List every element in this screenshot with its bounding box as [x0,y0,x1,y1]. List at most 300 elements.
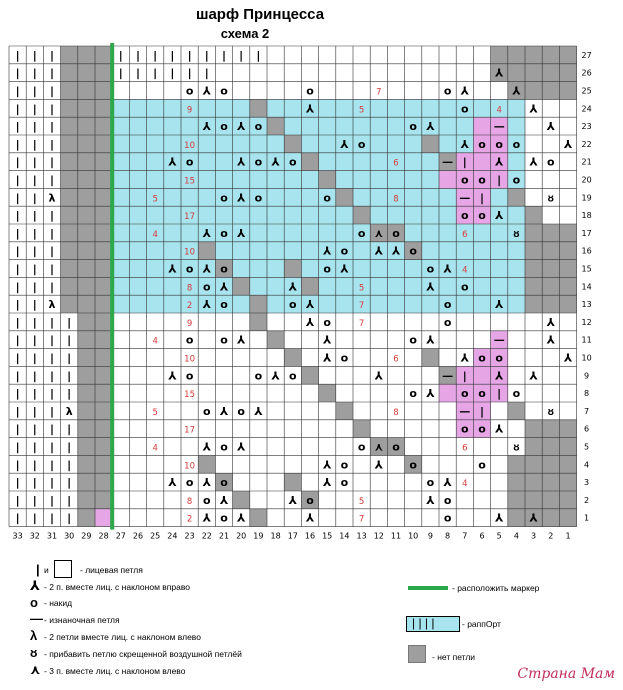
no-stitch-cell [61,153,78,171]
k2tog-right-mark: ⅄ [340,262,349,276]
k3tog-left-mark: ⋏ [374,226,384,240]
column-number: 9 [427,531,433,541]
knit-stitch-mark: | [49,458,55,472]
k2tog-right-mark: ⅄ [391,244,401,258]
knit-stitch-mark: | [497,387,502,401]
no-stitch-cell [559,277,576,295]
no-stitch-cell [95,473,112,491]
no-stitch-cell [525,82,542,100]
column-number: 24 [167,531,178,541]
repeat-cell [164,171,181,189]
no-stitch-cell [542,473,559,491]
knit-stitch-mark: | [15,440,20,454]
no-stitch-cell [61,295,78,313]
row-number: 24 [581,104,592,114]
knit-stitch-mark: | [15,511,20,525]
legend-repeat: - раппОрт [462,619,501,629]
no-stitch-cell [95,402,112,420]
repeat-cell [147,135,164,153]
k2tog-right-mark: ⅄ [323,476,332,490]
k2tog-right-mark: ⅄ [237,511,246,525]
k2tog-right-mark: ⅄ [426,493,435,507]
yarn-over-mark: o [392,440,400,454]
repeat-cell [250,242,267,260]
column-number: 6 [479,531,485,541]
repeat-cell [215,171,232,189]
red-count-number: 7 [358,514,365,525]
yarn-over-mark: o [185,369,194,383]
repeat-cell [112,135,129,153]
repeat-cell [215,242,232,260]
repeat-cell [267,135,284,153]
repeat-cell [491,188,508,206]
no-stitch-cell [559,473,576,491]
twisted-increase-mark: ᴕ [547,404,554,418]
yarn-over-mark: o [203,280,211,294]
repeat-cell [301,260,318,278]
knit-stitch-mark: | [15,351,20,365]
k2tog-right-mark: ⅄ [443,262,452,276]
empty-cell-icon [54,560,72,578]
k2tog-right-mark: ⅄ [271,155,280,169]
repeat-cell [319,135,336,153]
no-stitch-cell [250,295,267,313]
no-stitch-cell [95,64,112,82]
knit-stitch-mark: | [15,84,20,98]
no-stitch-cell [78,455,95,473]
repeat-cell [491,277,508,295]
no-stitch-cell [95,420,112,438]
no-stitch-cell [508,64,525,82]
column-number: 25 [150,531,161,541]
row-number: 26 [581,68,592,78]
no-stitch-cell [95,384,112,402]
knit-stitch-mark: | [15,298,20,312]
red-count-number: 10 [184,461,196,472]
repeat-cell [147,117,164,135]
column-number: 26 [132,531,144,541]
no-stitch-cell [542,260,559,278]
no-stitch-cell [95,153,112,171]
red-count-number: 5 [358,105,365,116]
column-number: 32 [29,531,40,541]
no-stitch-cell [525,224,542,242]
legend-and: и [44,565,49,575]
yarn-over-mark: o [289,155,297,169]
repeat-cell [129,153,146,171]
knit-stitch-mark: | [15,173,20,187]
k2tog-right-mark: ⅄ [202,298,211,312]
repeat-cell [147,260,164,278]
no-stitch-cell [78,224,95,242]
no-stitch-cell [559,224,576,242]
repeat-cell [198,171,215,189]
knit-stitch-mark: | [32,173,37,187]
repeat-cell [215,153,232,171]
knit-stitch-mark: | [15,315,20,329]
repeat-cell [456,295,473,313]
k2tog-right-mark: ⅄ [219,404,229,418]
knit-stitch-mark: | [49,511,55,525]
yarn-over-mark: o [220,298,228,312]
knit-stitch-mark: | [67,315,72,329]
repeat-cell [267,295,284,313]
repeat-cell [198,153,215,171]
knit-stitch-mark: | [15,262,20,276]
yarn-over-mark: o [478,387,486,401]
yarn-over-mark: o [409,333,417,347]
k2tog-right-mark: ⅄ [288,280,297,294]
knit-stitch-mark: | [239,48,244,62]
no-stitch-cell [78,295,95,313]
repeat-cell [301,188,318,206]
no-stitch-cell [95,491,112,509]
repeat-cell [422,153,439,171]
yarn-over-mark: o [461,209,469,223]
no-stitch-cell [525,277,542,295]
no-stitch-cell [61,135,78,153]
knit-stitch-mark: | [32,351,37,365]
yarn-over-mark: o [426,262,435,276]
repeat-cell [233,260,250,278]
repeat-cell [473,99,490,117]
repeat-cell [129,224,146,242]
twisted-increase-mark: ᴕ [547,191,554,205]
red-count-number: 4 [152,336,158,347]
knit-stitch-mark: | [15,369,20,383]
knit-stitch-mark: | [49,226,55,240]
repeat-cell [112,242,129,260]
repeat-cell [319,153,336,171]
knit-stitch-mark: | [32,333,37,347]
no-stitch-cell [353,420,370,438]
no-stitch-cell [61,277,78,295]
purl-mark: — [459,191,471,205]
yarn-over-mark: o [478,351,486,365]
repeat-cell [112,260,129,278]
marker-line-icon [408,586,448,590]
knit-stitch-mark: | [49,209,55,223]
yarn-over-mark: o [461,173,469,187]
repeat-cell [181,224,198,242]
row-number: 16 [581,246,592,256]
repeat-cell [233,206,250,224]
red-count-number: 9 [186,105,193,116]
yarn-over-mark: o [220,440,228,454]
row-number: 21 [581,157,592,167]
k2tog-left-mark: λ [48,191,56,205]
repeat-cell [129,171,146,189]
yarn-over-mark: o [185,155,194,169]
knit-stitch-mark: | [153,48,158,62]
no-stitch-cell [78,438,95,456]
repeat-cell [301,224,318,242]
knit-stitch-mark: | [15,120,20,134]
column-number: 28 [98,531,109,541]
repeat-cell [456,242,473,260]
no-stitch-cell [542,509,559,527]
no-stitch-cell [301,153,318,171]
no-stitch-cell [95,117,112,135]
repeat-cell [284,171,301,189]
k2tog-right-mark: ⅄ [460,351,469,365]
knit-stitch-mark: | [32,226,37,240]
legend-knit: - лицевая петля [80,565,143,575]
no-stitch-cell [508,509,525,527]
knit-stitch-mark: | [15,404,20,418]
repeat-cell [233,295,250,313]
column-number: 16 [304,531,316,541]
yarn-over-mark: o [220,476,228,490]
knit-stitch-mark: | [462,155,467,169]
repeat-cell [129,277,146,295]
red-count-number: 10 [184,354,196,365]
no-stitch-cell [95,349,112,367]
repeat-cell [422,99,439,117]
no-stitch-cell [542,46,559,64]
yarn-over-mark: o [220,262,228,276]
knit-stitch-mark: | [67,511,72,525]
repeat-cell [319,224,336,242]
yarn-over-mark: o [443,315,452,329]
row-number: 19 [581,193,592,203]
row-number: 20 [581,175,592,185]
no-stitch-cell [559,260,576,278]
repeat-cell [164,206,181,224]
repeat-cell [387,171,404,189]
repeat-cell [112,188,129,206]
row-number: 4 [584,460,590,470]
k2tog-right-mark: ⅄ [202,226,211,240]
knit-stitch-mark: | [49,66,55,80]
red-count-number: 8 [186,283,193,294]
k2tog-right-mark: ⅄ [495,422,504,436]
k2tog-right-mark: ⅄ [237,440,246,454]
repeat-cell [164,242,181,260]
no-stitch-cell [78,349,95,367]
no-stitch-cell [95,438,112,456]
no-stitch-cell [336,188,353,206]
k2tog-right-mark: ⅄ [529,102,538,116]
knit-stitch-mark: | [49,422,55,436]
knit-stitch-mark: | [15,476,20,490]
repeat-cell [164,277,181,295]
knit-stitch-mark: | [49,155,55,169]
column-number: 11 [390,531,402,541]
no-stitch-cell [542,491,559,509]
row-number: 27 [581,50,592,60]
repeat-cell [439,206,456,224]
no-stitch-cell [61,82,78,100]
repeat-cell [439,135,456,153]
k2tog-right-mark: ⅄ [202,262,211,276]
yarn-over-mark: o [220,226,228,240]
k2tog-right-mark: ⅄ [460,137,469,151]
no-stitch-cell [542,224,559,242]
row-number: 18 [581,211,592,221]
row-number: 14 [581,282,592,292]
yarn-over-mark: o [340,476,349,490]
knit-stitch-mark: | [67,422,72,436]
legend-yo: - накид [44,598,73,608]
no-stitch-cell [525,64,542,82]
knit-stitch-mark: | [15,333,20,347]
no-stitch-cell [542,455,559,473]
repeat-cell [147,295,164,313]
no-stitch-cell [542,64,559,82]
no-stitch-cell [95,277,112,295]
repeat-cell [405,171,422,189]
repeat-cell [508,117,525,135]
knit-stitch-mark: | [32,369,37,383]
repeat-cell [215,99,232,117]
no-stitch-cell [95,46,112,64]
column-number: 33 [12,531,23,541]
row-number: 22 [581,139,592,149]
knit-stitch-mark: | [15,191,20,205]
no-stitch-cell [422,349,439,367]
knit-stitch-mark: | [32,137,37,151]
k2tog-right-mark: ⅄ [237,333,246,347]
knit-stitch-mark: | [32,262,37,276]
k2tog-right-mark: ⅄ [529,155,538,169]
repeat-cell [387,260,404,278]
k3tog-left-icon: ⋏ [30,662,41,677]
repeat-cell [353,153,370,171]
repeat-cell [233,99,250,117]
knit-stitch-mark: | [256,48,261,62]
yarn-over-mark: o [409,458,417,472]
knit-stitch-mark: | [49,102,55,116]
no-stitch-cell [491,46,508,64]
repeat-cell [491,260,508,278]
repeat-swatch-icon: | | | | [406,616,460,632]
repeat-cell [370,277,387,295]
repeat-cell [370,206,387,224]
column-number: 10 [408,531,419,541]
yarn-over-mark: o [495,137,503,151]
no-stitch-cell [559,491,576,509]
repeat-cell [164,295,181,313]
repeat-cell [508,295,525,313]
k3tog-left-mark: ⋏ [374,440,384,454]
yarn-over-mark: o [461,280,469,294]
row-number: 3 [584,478,590,488]
repeat-cell [336,117,353,135]
repeat-cell [112,171,129,189]
column-number: 22 [201,531,212,541]
k2tog-right-mark: ⅄ [426,120,435,134]
knit-stitch-mark: | [32,280,37,294]
no-stitch-cell [525,242,542,260]
yarn-over-mark: o [323,315,331,329]
no-stitch-cell [267,331,284,349]
no-stitch-cell [61,46,78,64]
knit-stitch-mark: | [15,155,20,169]
column-number: 13 [356,531,367,541]
repeat-cell [129,295,146,313]
yarn-over-mark: o [306,84,314,98]
yarn-over-mark: o [443,493,452,507]
repeat-cell [301,206,318,224]
repeat-cell [112,206,129,224]
no-stitch-cell [559,295,576,313]
repeat-cell [267,206,284,224]
knit-stitch-mark: | [118,66,123,80]
no-stitch-cell [542,420,559,438]
no-stitch-cell [95,99,112,117]
knit-stitch-mark: | [135,66,141,80]
row-number: 23 [581,122,592,132]
k2tog-right-mark: ⅄ [426,387,435,401]
no-stitch-cell [61,171,78,189]
repeat-cell [491,224,508,242]
repeat-cell [473,295,490,313]
knit-stitch-mark: | [67,369,72,383]
repeat-cell [387,277,404,295]
knit-stitch-mark: | [49,369,55,383]
no-stitch-cell [78,242,95,260]
column-number: 21 [218,531,230,541]
knit-stitch-mark: | [15,48,20,62]
no-stitch-cell [233,277,250,295]
repeat-cell [112,99,129,117]
repeat-cell [129,260,146,278]
repeat-cell [198,188,215,206]
knit-stitch-mark: | [32,120,37,134]
repeat-cell [405,277,422,295]
repeat-cell [508,153,525,171]
repeat-cell [267,277,284,295]
repeat-cell [112,224,129,242]
purl-mark: — [442,369,454,383]
row-number: 5 [584,442,590,452]
no-stitch-cell [508,188,525,206]
k2tog-right-mark: ⅄ [202,120,211,134]
knit-stitch-mark: | [32,476,37,490]
red-count-number: 10 [184,140,196,151]
row-number: 2 [584,495,590,505]
yarn-over-mark: o [409,387,417,401]
k2tog-right-mark: ⅄ [305,298,315,312]
k2tog-right-mark: ⅄ [374,458,383,472]
column-number: 29 [81,531,92,541]
no-stitch-cell [61,188,78,206]
knit-stitch-mark: | [32,493,37,507]
repeat-cell [198,206,215,224]
knit-stitch-mark: | [49,244,55,258]
no-stitch-cell [284,473,301,491]
repeat-cell [405,153,422,171]
repeat-cell [250,171,267,189]
repeat-cell [319,295,336,313]
legend-marker: - расположить маркер [452,583,540,593]
repeat-cell [405,224,422,242]
repeat-cell [301,117,318,135]
no-stitch-cell [95,242,112,260]
yarn-over-mark: o [254,191,263,205]
yarn-over-mark: o [357,440,366,454]
knit-stitch-mark: | [32,298,37,312]
repeat-cell [336,224,353,242]
repeat-cell [164,188,181,206]
k2tog-right-mark: ⅄ [202,476,211,490]
no-stitch-cell [336,402,353,420]
repeat-cell [353,171,370,189]
knit-stitch-mark: | [32,209,37,223]
knit-stitch-mark: | [49,137,55,151]
yarn-over-mark: o [185,476,194,490]
